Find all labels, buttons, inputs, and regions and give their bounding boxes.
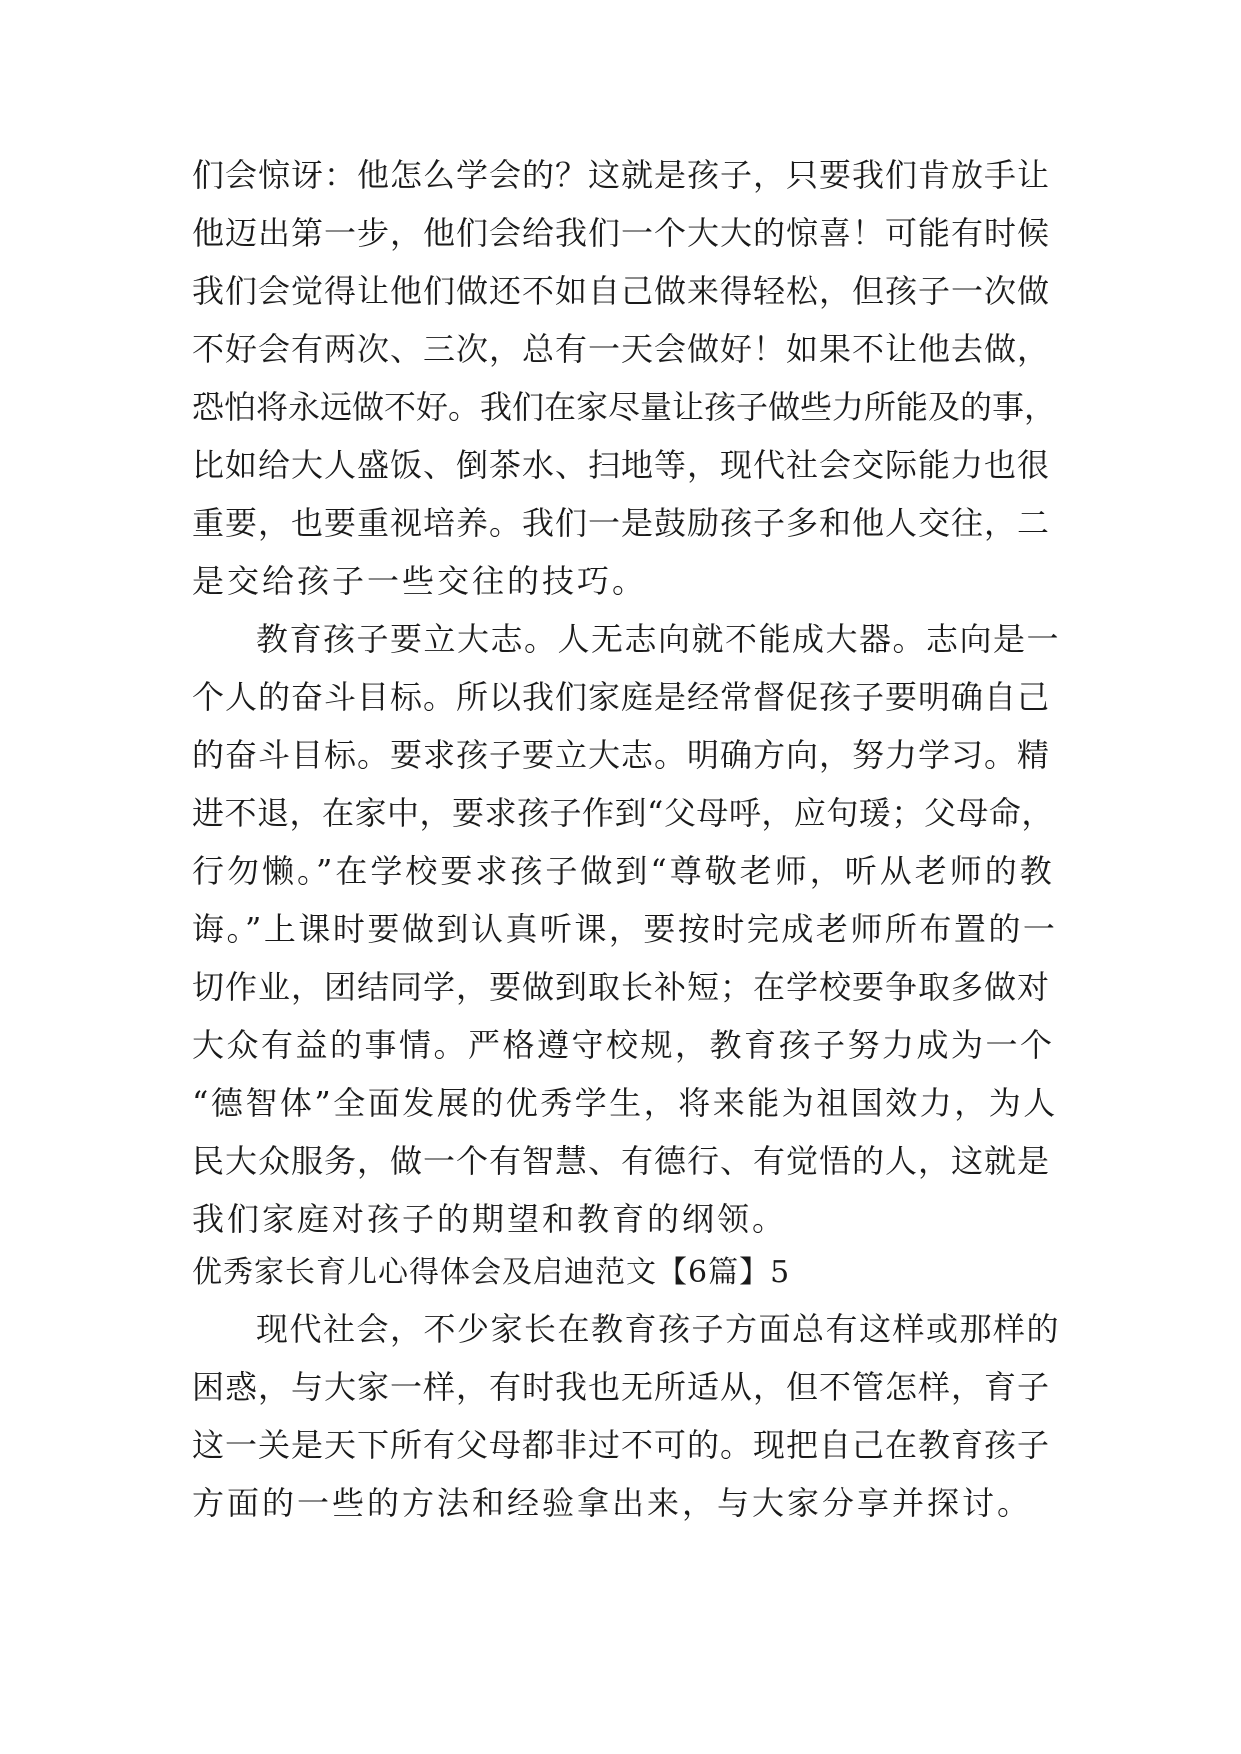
text-line: 困惑，与大家一样，有时我也无所适从，但不管怎样，育子 bbox=[192, 1368, 1051, 1406]
text-line: 我们家庭对孩子的期望和教育的纲领。 bbox=[192, 1200, 788, 1238]
text-line: 大众有益的事情。严格遵守校规，教育孩子努力成为一个 bbox=[192, 1026, 1055, 1064]
text-line: 我们会觉得让他们做还不如自己做来得轻松，但孩子一次做 bbox=[192, 272, 1051, 310]
text-line: “德智体”全面发展的优秀学生，将来能为祖国效力，为人 bbox=[192, 1084, 1058, 1122]
text-line: 他迈出第一步，他们会给我们一个大大的惊喜！可能有时候 bbox=[192, 214, 1051, 252]
text-line: 是交给孩子一些交往的技巧。 bbox=[192, 562, 648, 600]
text-line: 们会惊讶：他怎么学会的？这就是孩子，只要我们肯放手让 bbox=[192, 156, 1051, 194]
text-line: 的奋斗目标。要求孩子要立大志。明确方向，努力学习。精 bbox=[192, 736, 1051, 774]
text-line: 民大众服务，做一个有智慧、有德行、有觉悟的人，这就是 bbox=[192, 1142, 1051, 1180]
text-line: 切作业，团结同学，要做到取长补短；在学校要争取多做对 bbox=[192, 968, 1051, 1006]
text-line: 方面的一些的方法和经验拿出来，与大家分享并探讨。 bbox=[192, 1484, 1033, 1522]
paragraph-first-line: 教育孩子要立大志。人无志向就不能成大器。志向是一 bbox=[256, 620, 1061, 658]
text-line: 这一关是天下所有父母都非过不可的。现把自己在教育孩子 bbox=[192, 1426, 1051, 1464]
text-line: 个人的奋斗目标。所以我们家庭是经常督促孩子要明确自己 bbox=[192, 678, 1051, 716]
text-line: 恐怕将永远做不好。我们在家尽量让孩子做些力所能及的事， bbox=[192, 388, 1057, 426]
paragraph-first-line: 现代社会，不少家长在教育孩子方面总有这样或那样的 bbox=[256, 1310, 1061, 1348]
text-line: 比如给大人盛饭、倒茶水、扫地等，现代社会交际能力也很 bbox=[192, 446, 1051, 484]
text-line: 进不退，在家中，要求孩子作到“父母呼，应句瑗；父母命， bbox=[192, 794, 1054, 832]
text-line: 诲。”上课时要做到认真听课，要按时完成老师所布置的一 bbox=[192, 910, 1058, 948]
text-line: 行勿懒。”在学校要求孩子做到“尊敬老师，听从老师的教 bbox=[192, 852, 1055, 890]
text-line: 重要，也要重视培养。我们一是鼓励孩子多和他人交往，二 bbox=[192, 504, 1051, 542]
section-heading: 优秀家长育儿心得体会及启迪范文【6篇】5 bbox=[192, 1255, 791, 1290]
text-line: 不好会有两次、三次，总有一天会做好！如果不让他去做， bbox=[192, 330, 1051, 368]
